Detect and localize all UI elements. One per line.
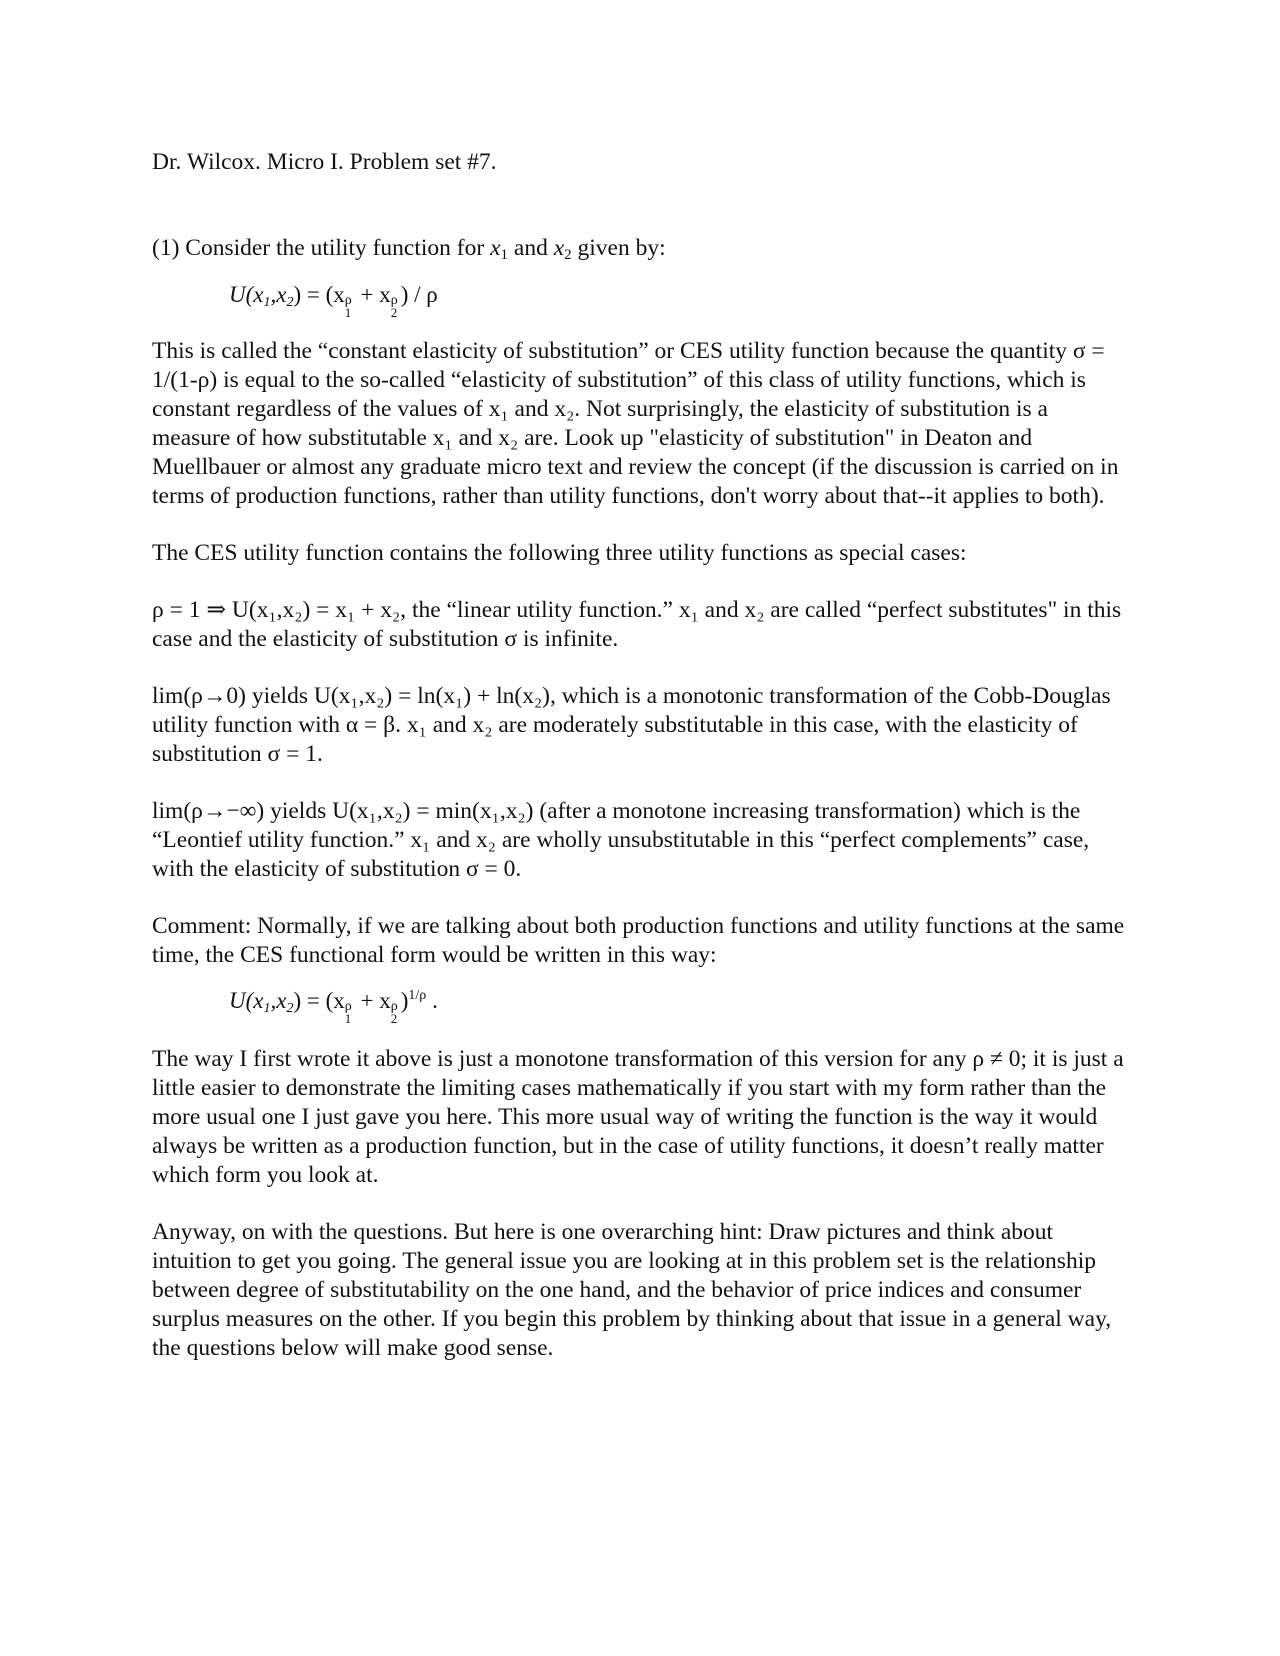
paragraph-comment: Comment: Normally, if we are talking about both production functions and utility functions at the same time, the CES functional form would be written in this way: bbox=[152, 913, 1125, 968]
paragraph-linear-case: ρ = 1 ⇒ U(x₁,x₂) = x₁ + x₂, the “linear utility function.” x₁ and x₂ are called “perfect substitutes" in this case and the elasticity of substitution σ is infinite. bbox=[152, 597, 1122, 652]
paragraph-leontief-case: lim(ρ→−∞) yields U(x₁,x₂) = min(x₁,x₂) (after a monotone increasing transformation) which is the “Leontief utility function.” x₁ and x₂ are wholly unsubstitutable in this “perfect complements” case, with the elasticity of substitution σ = 0. bbox=[152, 798, 1090, 882]
paragraph-overarching-hint: Anyway, on with the questions. But here is one overarching hint: Draw pictures and think about intuition to get you going. The general issue you are looking at in this problem set is the relationship between degree of substitutability on the one hand, and the behavior of price indices and consumer surplus measures on the other. If you begin this problem by thinking about that issue in a general way, the questions below will make good sense. bbox=[152, 1219, 1112, 1361]
problem-1-intro: (1) Consider the utility function for $x_1$ and $x_2$ given by: bbox=[152, 235, 666, 263]
ces-equation-2: $U(x_1,x_2) = (x$ ρ 1 + x ρ 2 )$^{1/\rho}$ . bbox=[229, 988, 438, 1026]
document-page bbox=[152, 148, 1132, 1363]
paragraph-ces-definition: This is called the “constant elasticity of substitution” or CES utility function because the quantity σ = 1/(1-ρ) is equal to the so-called “elasticity of substitution” of this class of utility functions, which is constant regardless of the values of x₁ and x₂. Not surprisingly, the elasticity of substitution is a measure of how substitutable x₁ and x₂ are. Look up "elasticity of substitution" in Deaton and Muellbauer or almost any graduate micro text and review the concept (if the discussion is carried on in terms of production functions, rather than utility functions, don't worry about that--it applies to both). bbox=[152, 338, 1119, 509]
paragraph-special-cases-intro: The CES utility function contains the following three utility functions as special cases: bbox=[152, 540, 967, 566]
ces-equation-1: $U(x_1,x_2) = (x$ ρ 1 + x ρ 2 ) / ρ bbox=[229, 282, 438, 320]
paragraph-cobb-douglas-case: lim(ρ→0) yields U(x₁,x₂) = ln(x₁) + ln(x₂), which is a monotonic transformation of the Cobb-Douglas utility function with α = β. x₁ and x₂ are moderately substitutable in this case, with the elasticity of substitution σ = 1. bbox=[152, 683, 1111, 767]
paragraph-transformation-note: The way I first wrote it above is just a monotone transformation of this version for any ρ ≠ 0; it is just a little easier to demonstrate the limiting cases mathematically if you start with my form rather than the more usual one I just gave you here. This more usual way of writing the function is the way it would always be written as a production function, but in the case of utility functions, it doesn’t really matter which form you look at. bbox=[152, 1046, 1124, 1188]
page-title: Dr. Wilcox. Micro I. Problem set #7. bbox=[152, 149, 497, 175]
